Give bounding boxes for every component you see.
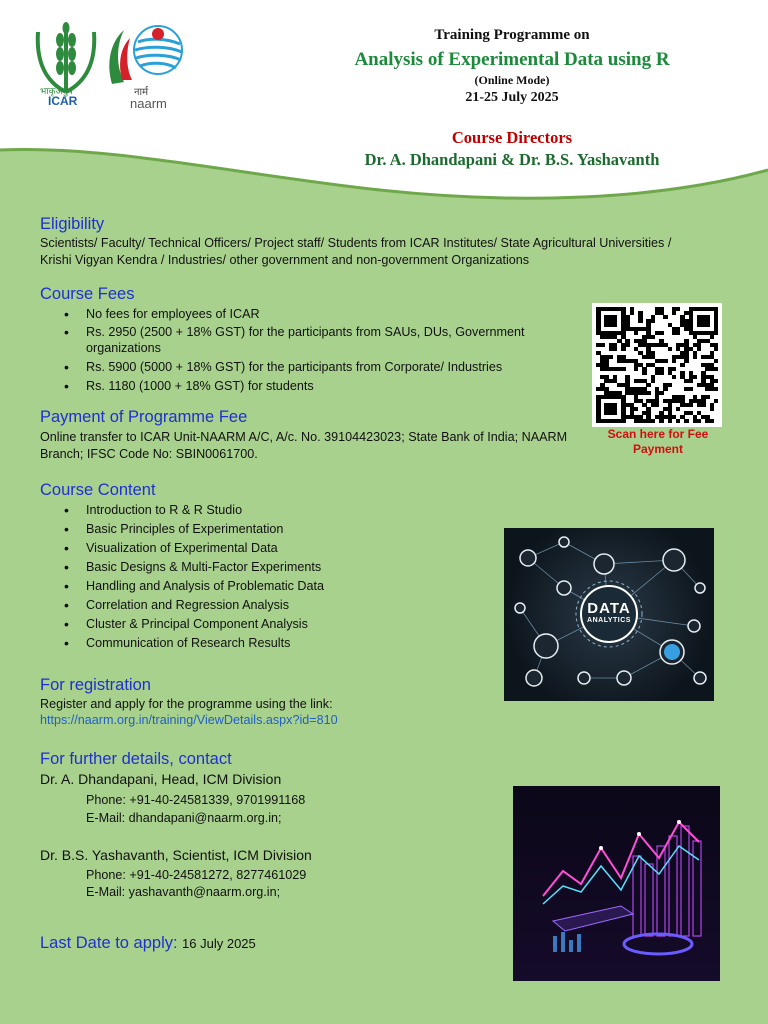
qr-module [701, 403, 706, 407]
qr-module [621, 419, 626, 423]
qr-module [684, 359, 689, 363]
qr-module [705, 395, 710, 399]
qr-module [609, 355, 614, 359]
icar-text: ICAR [48, 94, 78, 108]
qr-module [676, 407, 681, 411]
qr-module [663, 359, 668, 363]
payment-heading: Payment of Programme Fee [40, 408, 248, 426]
qr-module [714, 387, 719, 391]
contact-person-1-phone: Phone: +91-40-24581339, 9701991168 [86, 793, 306, 807]
content-item: • Communication of Research Results [40, 634, 480, 653]
qr-module [689, 379, 694, 383]
qr-module [710, 419, 715, 423]
qr-caption: Scan here for Fee Payment [607, 427, 709, 456]
fee-payment-qr-code[interactable] [592, 303, 722, 427]
qr-module [659, 371, 664, 375]
mode-text: (Online Mode) [474, 73, 550, 87]
naarm-hindi-text: नार्म [134, 87, 149, 98]
qr-module [634, 407, 639, 411]
qr-module [642, 371, 647, 375]
qr-module [621, 347, 626, 351]
qr-module [613, 323, 618, 327]
naarm-text: naarm [130, 96, 167, 111]
qr-module [621, 367, 626, 371]
qr-module [697, 347, 702, 351]
registration-text: Register and apply for the programme using the link: [40, 697, 333, 711]
qr-module [672, 311, 677, 315]
qr-module [659, 391, 664, 395]
qr-module [710, 335, 715, 339]
directors-heading: Course Directors [451, 128, 573, 147]
qr-module [680, 363, 685, 367]
course-fees-list [40, 305, 580, 396]
deadline-date: 16 July 2025 [182, 936, 256, 951]
fee-item: • No fees for employees of ICAR [40, 305, 580, 324]
icar-hindi-text: भाकृअनुप [40, 87, 73, 97]
contact-person-1-email[interactable]: E-Mail: dhandapani@naarm.org.in; [86, 811, 282, 825]
naarm-globe-icon [102, 24, 188, 84]
data-analytics-image [504, 528, 714, 701]
qr-module [693, 355, 698, 359]
dates-text: 21-25 July 2025 [465, 90, 559, 105]
neon-bar-chart-icon [513, 786, 720, 981]
qr-module [625, 343, 630, 347]
registration-link[interactable]: https://naarm.org.in/training/ViewDetails.aspx?id=810 [40, 713, 338, 727]
directors-names: Dr. A. Dhandapani & Dr. B.S. Yashavanth [364, 150, 660, 169]
content-item: • Basic Designs & Multi-Factor Experiments [40, 558, 480, 577]
registration-heading: For registration [40, 676, 151, 694]
qr-module [651, 335, 656, 339]
qr-module [659, 419, 664, 423]
fee-item: • Rs. 2950 (2500 + 18% GST) for the participants from SAUs, DUs, Government organizations [40, 324, 580, 358]
data-analytics-line1: DATA [587, 600, 631, 617]
qr-module [663, 315, 668, 319]
fee-item: • Rs. 1180 (1000 + 18% GST) for students [40, 377, 580, 396]
contact-person-1-name: Dr. A. Dhandapani, Head, ICM Division [40, 771, 282, 787]
qr-module [613, 411, 618, 415]
content-item: • Basic Principles of Experimentation [40, 520, 480, 539]
qr-module [689, 387, 694, 391]
course-content-heading: Course Content [40, 481, 156, 499]
qr-module [684, 419, 689, 423]
qr-module [714, 379, 719, 383]
fee-item: • Rs. 5900 (5000 + 18% GST) for the participants from Corporate/ Industries [40, 358, 580, 377]
qr-module [672, 367, 677, 371]
qr-module [676, 419, 681, 423]
qr-module [705, 323, 710, 327]
title-line-1: Training Programme on [434, 27, 590, 43]
qr-module [693, 375, 698, 379]
icar-logo [26, 22, 106, 110]
qr-module [689, 403, 694, 407]
analytics-charts-image [513, 786, 720, 981]
programme-title: Analysis of Experimental Data using R [354, 49, 670, 70]
qr-module [668, 383, 673, 387]
qr-module [676, 331, 681, 335]
content-item: • Visualization of Experimental Data [40, 539, 480, 558]
contact-person-2-email[interactable]: E-Mail: yashavanth@naarm.org.in; [86, 885, 281, 899]
qr-module [651, 319, 656, 323]
qr-module [646, 383, 651, 387]
course-content-list [40, 501, 480, 653]
qr-module [634, 367, 639, 371]
qr-module [600, 343, 605, 347]
qr-module [651, 419, 656, 423]
qr-module [668, 347, 673, 351]
deadline-row [40, 934, 256, 953]
qr-module [659, 331, 664, 335]
qr-module [714, 359, 719, 363]
qr-module [651, 379, 656, 383]
content-item: • Handling and Analysis of Problematic Data [40, 577, 480, 596]
qr-module [672, 375, 677, 379]
qr-module [663, 387, 668, 391]
qr-module [638, 319, 643, 323]
qr-module [630, 311, 635, 315]
qr-module [714, 399, 719, 403]
content-item: • Cluster & Principal Component Analysis [40, 615, 480, 634]
eligibility-heading: Eligibility [40, 215, 105, 233]
qr-module [634, 331, 639, 335]
qr-module [613, 347, 618, 351]
naarm-logo [102, 24, 188, 110]
deadline-label: Last Date to apply: [40, 934, 178, 952]
qr-module [714, 331, 719, 335]
content-item: • Introduction to R & R Studio [40, 501, 480, 520]
contact-person-2-phone: Phone: +91-40-24581272, 8277461029 [86, 868, 307, 882]
qr-module [646, 391, 651, 395]
qr-module [714, 367, 719, 371]
payment-text: Online transfer to ICAR Unit-NAARM A/C, A/c. No. 39104423023; State Bank of India; NAARM Branch; IFSC Code No: SBIN0061700. [40, 430, 568, 461]
qr-module [710, 407, 715, 411]
qr-module [668, 419, 673, 423]
contact-person-2-name: Dr. B.S. Yashavanth, Scientist, ICM Division [40, 847, 312, 863]
content-item: • Correlation and Regression Analysis [40, 596, 480, 615]
qr-module [676, 307, 681, 311]
course-fees-heading: Course Fees [40, 285, 135, 303]
qr-module [714, 347, 719, 351]
data-analytics-line2: ANALYTICS [587, 617, 631, 624]
qr-module [672, 359, 677, 363]
contact-heading: For further details, contact [40, 750, 232, 768]
eligibility-text: Scientists/ Faculty/ Technical Officers/ Project staff/ Students from ICAR Institutes/ State Agricultural Universities / Krishi Vigyan Kendra / Industries/ other government and non-government Organizations [40, 236, 672, 267]
qr-module [655, 403, 660, 407]
qr-module [697, 419, 702, 423]
